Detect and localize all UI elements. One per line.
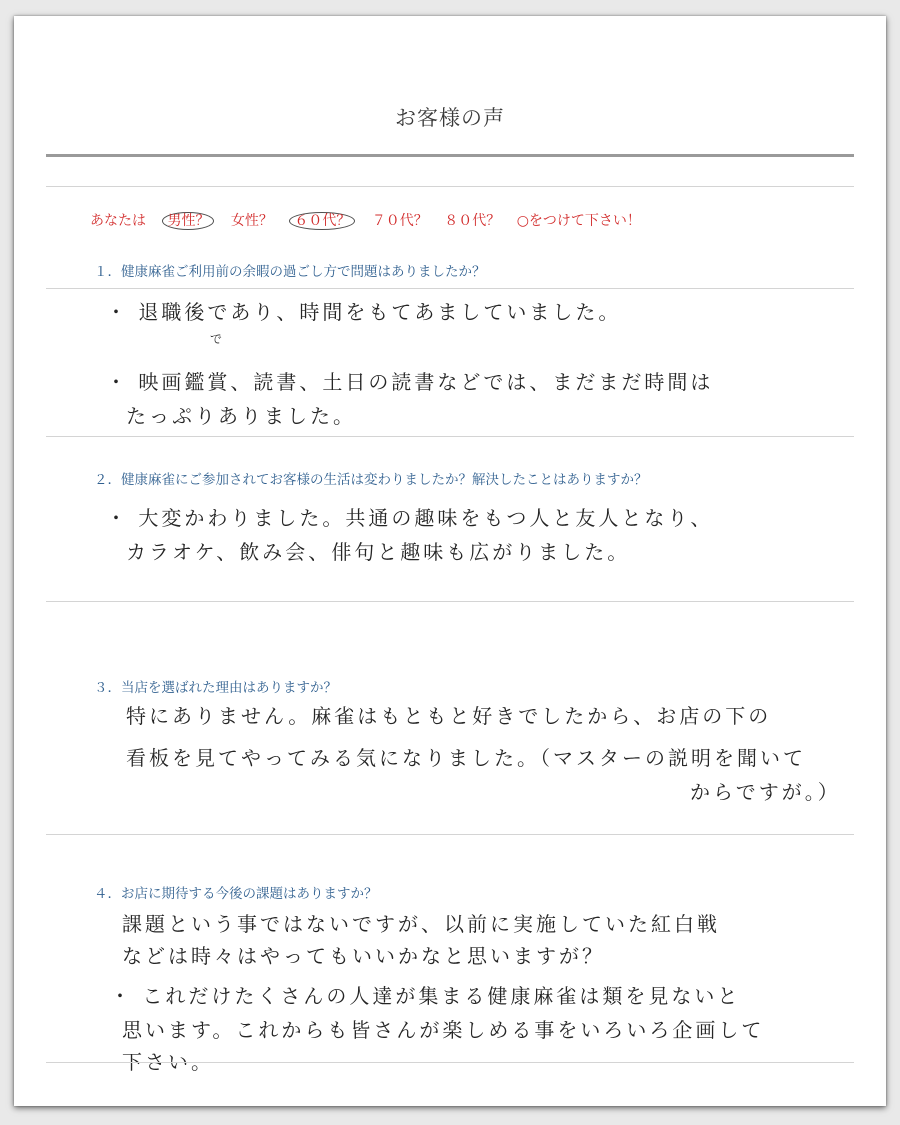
answer-4-line-2: などは時々はやってもいいかなと思いますが？ xyxy=(122,944,605,968)
ruled-line xyxy=(46,1062,854,1063)
page-title: お客様の声 xyxy=(395,106,505,130)
ruled-line xyxy=(46,436,854,437)
ruled-line xyxy=(46,834,854,835)
answer-1-insert-mark: で xyxy=(210,332,223,346)
answer-1-line-2: ・ 映画鑑賞、読書、土日の読書などでは、まだまだ時間は xyxy=(106,370,714,394)
question-2: ２．健康麻雀にご参加されてお客様の生活は変わりましたか？解決したことはありますか？ xyxy=(94,472,648,488)
survey-sheet xyxy=(14,16,886,1106)
option-80s: ８０代？ xyxy=(444,213,501,229)
demographic-instruction: ○をつけて下さい！ xyxy=(516,213,641,229)
option-female: 女性？ xyxy=(230,213,273,229)
answer-2-line-1: ・ 大変かわりました。共通の趣味をもつ人と友人となり、 xyxy=(106,506,714,530)
ruled-line xyxy=(46,186,854,187)
question-1: １．健康麻雀ご利用前の余暇の過ごし方で問題はありましたか？ xyxy=(94,264,486,280)
answer-1-line-1: ・ 退職後であり、時間をもてあましていました。 xyxy=(106,300,622,324)
question-3: ３．当店を選ばれた理由はありますか？ xyxy=(94,680,337,696)
answer-4-line-1: 課題という事ではないですが、以前に実施していた紅白戦 xyxy=(122,912,720,936)
answer-3-line-1: 特にありません。麻雀はもともと好きでしたから、お店の下の xyxy=(126,704,772,728)
demographic-prefix: あなたは xyxy=(90,213,146,229)
question-4: ４．お店に期待する今後の課題はありますか？ xyxy=(94,886,378,902)
answer-1-line-3: たっぷりありました。 xyxy=(126,404,356,428)
answer-4-line-4: 思います。これからも皆さんが楽しめる事をいろいろ企画して xyxy=(122,1018,765,1042)
option-60s: ６０代？ xyxy=(289,212,355,230)
title-divider xyxy=(46,154,854,157)
option-male: 男性？ xyxy=(162,212,214,230)
answer-4-line-5: 下さい。 xyxy=(122,1050,214,1074)
answer-4-line-3: ・ これだけたくさんの人達が集まる健康麻雀は類を見ないと xyxy=(110,984,741,1008)
ruled-line xyxy=(46,601,854,602)
option-70s: ７０代？ xyxy=(371,213,428,229)
ruled-line xyxy=(46,288,854,289)
answer-3-line-3: からですが。） xyxy=(690,780,841,804)
answer-2-line-2: カラオケ、飲み会、俳句と趣味も広がりました。 xyxy=(126,540,631,564)
answer-3-line-2: 看板を見てやってみる気になりました。（マスターの説明を聞いて xyxy=(126,746,806,770)
demographic-line xyxy=(90,210,653,230)
